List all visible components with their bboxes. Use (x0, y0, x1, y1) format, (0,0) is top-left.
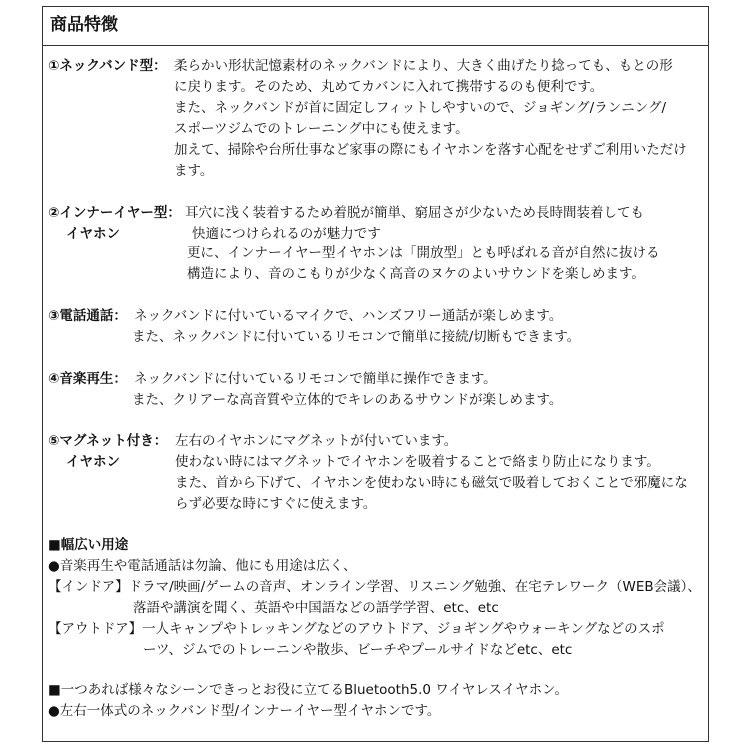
section-text: 使わない時にはマグネットでイヤホンを吸着することで絡まり防止になります。 (175, 454, 660, 470)
section-text: ます。 (174, 163, 214, 179)
section-label-inner-ear: ②インナーイヤー型： (48, 205, 181, 221)
section-label-sub: イヤホン (66, 226, 120, 242)
section-text: ネックバンドに付いているリモコンで簡単に操作できます。 (134, 371, 497, 387)
section-label-sub: イヤホン (66, 454, 120, 470)
usage-indoor: 【インドア】ドラマ/映画/ゲームの音声、オンライン学習、リスニング勉強、在宅テレワーク（WEB会議）、 (48, 579, 701, 595)
section-text: また、首から下げて、イヤホンを使わない時にも磁気で吸着しておくことで邪魔にな (175, 475, 688, 491)
footer-line: ■一つあれば様々なシーンできっとお役に立てるBluetooth5.0 ワイヤレスイヤホン。 (48, 682, 568, 698)
page-title: 商品特徴 (50, 15, 118, 35)
section-text: に戻ります。そのため、丸めてカバンに入れて携帯するのも便利です。 (174, 79, 604, 95)
section-text: また、クリアーな高音質や立体的でキレのあるサウンドが楽しめます。 (132, 392, 563, 408)
usage-outdoor: 【アウトドア】一人キャンプやトレッキングなどのアウトドア、ジョギングやウォーキングなどのスポ (48, 621, 665, 637)
section-text: また、ネックバンドに付いているリモコンで簡単に接続/切断もできます。 (132, 329, 581, 345)
section-text: 快適につけられるのが魅力です (192, 226, 381, 242)
section-text: また、ネックバンドが首に固定しフィットしやすいので、ジョギング/ランニング/ (174, 100, 666, 116)
usage-heading: ■幅広い用途 (48, 537, 129, 553)
footer-line: ●左右一体式のネックバンド型/インナーイヤー型イヤホンです。 (48, 703, 441, 719)
section-text: 柔らかい形状記憶素材のネックバンドにより、大きく曲げたり捻っても、もとの形 (174, 58, 673, 74)
section-label-phone: ③電話通話： (48, 308, 127, 324)
usage-indoor: 落語や講演を聞く、英語や中国語などの語学学習、etc、etc (133, 600, 499, 616)
section-text: 耳穴に浅く装着するため着脱が簡単、窮屈さが少ないため長時間装着しても (185, 205, 644, 221)
section-text: 更に、インナーイヤー型イヤホンは「開放型」とも呼ばれる音が自然に抜ける (187, 245, 660, 261)
section-text: 構造により、音のこもりが少なく高音のヌケのよいサウンドを楽しめます。 (187, 266, 645, 282)
section-text: らず必要な時にすぐに使えます。 (175, 496, 377, 512)
section-text: 左右のイヤホンにマグネットが付いています。 (175, 433, 458, 449)
section-label-magnet: ⑤マグネット付き： (48, 433, 168, 449)
section-text: ネックバンドに付いているマイクで、ハンズフリー通話が楽しめます。 (134, 308, 563, 324)
usage-outdoor: ーツ、ジムでのトレーニンや散歩、ビーチやプールサイドなどetc、etc (143, 642, 573, 658)
section-text: スポーツジムでのトレーニング中にも使えます。 (174, 121, 469, 137)
title-divider (42, 45, 709, 46)
usage-intro: ●音楽再生や電話通話は勿論、他にも用途は広く、 (48, 558, 357, 574)
section-label-neckband: ①ネックバンド型： (48, 58, 167, 74)
section-label-music: ④音楽再生： (48, 371, 127, 387)
section-text: 加えて、掃除や台所仕事など家事の際にもイヤホンを落す心配をせずご利用いただけ (174, 142, 687, 158)
